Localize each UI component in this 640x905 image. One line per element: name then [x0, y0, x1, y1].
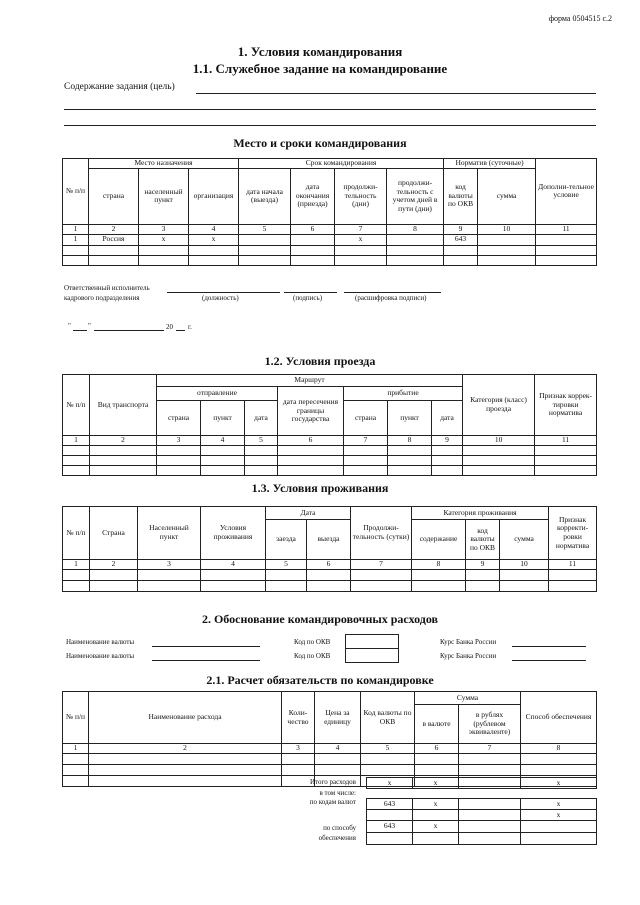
- places-table: [62, 158, 597, 266]
- calc-table: [62, 691, 597, 787]
- index-cell: 5: [266, 560, 307, 570]
- codes-row[interactable]: [367, 810, 597, 821]
- index-cell: 1: [63, 224, 89, 234]
- index-cell: 5: [239, 224, 291, 234]
- travel-table: [62, 374, 597, 476]
- cell[interactable]: [459, 778, 521, 789]
- places-col-country: страна: [89, 168, 139, 224]
- housing-col-country: Страна: [90, 507, 138, 560]
- totals-table: [366, 777, 597, 845]
- calc-col-code: Код валюты по ОКВ: [361, 692, 415, 744]
- places-col-org: организация: [189, 168, 239, 224]
- travel-col-date-arr: дата: [432, 401, 463, 436]
- places-group-period: Срок командирования: [239, 159, 444, 169]
- housing-col-duration: Продолжи-тельность (сутки): [351, 507, 412, 560]
- index-cell: 6: [415, 744, 459, 754]
- calc-index-row: [63, 744, 597, 754]
- index-cell: 7: [344, 436, 388, 446]
- total-row[interactable]: [367, 778, 597, 789]
- cell[interactable]: [387, 234, 444, 245]
- places-col-num: № п/п: [63, 159, 89, 225]
- index-cell: 9: [444, 224, 478, 234]
- housing-col-content: содержание: [412, 520, 466, 560]
- calc-col-name: Наименование расхода: [89, 692, 282, 744]
- decoding-line[interactable]: [344, 292, 441, 293]
- rate-label-2: Курс Банка России: [440, 652, 497, 660]
- housing-col-sign: Признак корректи-ровки норматива: [549, 507, 597, 560]
- signature-line[interactable]: [284, 292, 337, 293]
- housing-col-checkout: выезда: [307, 520, 351, 560]
- cell[interactable]: x: [367, 778, 413, 789]
- index-cell: 3: [157, 436, 201, 446]
- calc-col-method: Способ обеспечения: [521, 692, 597, 744]
- travel-col-num: № п/п: [63, 375, 90, 436]
- index-cell: 9: [466, 560, 500, 570]
- currency-name-field-2[interactable]: [152, 660, 260, 661]
- currency-name-label-1: Наименование валюты: [66, 638, 135, 646]
- cell[interactable]: [239, 234, 291, 245]
- housing-col-checkin: заезда: [266, 520, 307, 560]
- travel-col-country: страна: [157, 401, 201, 436]
- spacer-row: [367, 789, 597, 799]
- table-row[interactable]: [63, 765, 597, 776]
- responsible-label-1: Ответственный исполнитель: [64, 284, 150, 292]
- content-label: Содержание задания (цель): [64, 82, 175, 92]
- okv-field-1[interactable]: [345, 634, 399, 649]
- by-codes-label: по кодам валют: [309, 798, 356, 806]
- content-line-2[interactable]: [64, 109, 596, 110]
- places-col-end: дата окончания (приезда): [291, 168, 335, 224]
- index-cell: 5: [361, 744, 415, 754]
- cell[interactable]: [291, 234, 335, 245]
- index-cell: 11: [536, 224, 597, 234]
- places-col-extra: Дополни-тельное условие: [536, 159, 597, 225]
- housing-col-code: код валюты по ОКВ: [466, 520, 500, 560]
- method-row[interactable]: [367, 833, 597, 845]
- incl-label: в том числе:: [319, 789, 356, 797]
- codes-row[interactable]: [367, 799, 597, 810]
- calc-col-qty: Коли-чество: [282, 692, 315, 744]
- cell[interactable]: [459, 810, 521, 821]
- places-col-sum: сумма: [478, 168, 536, 224]
- index-cell: 8: [387, 224, 444, 234]
- index-cell: 4: [201, 560, 266, 570]
- position-line[interactable]: [167, 292, 280, 293]
- cell[interactable]: 1: [63, 234, 89, 245]
- index-cell: 1: [63, 436, 90, 446]
- table-row[interactable]: [63, 456, 597, 466]
- by-method-label: по способу: [323, 824, 356, 832]
- places-col-currency-code: код валюты по ОКВ: [444, 168, 478, 224]
- travel-title: 1.2. Условия проезда: [264, 354, 376, 368]
- index-cell: 4: [189, 224, 239, 234]
- index-cell: 4: [315, 744, 361, 754]
- travel-col-category: Категория (класс) проезда: [463, 375, 535, 436]
- places-group-norm: Норматив (суточные): [444, 159, 536, 169]
- travel-index-row: [63, 436, 597, 446]
- places-col-duration-road: продолжи-тельность с учетом дней в пути (дни): [387, 168, 444, 224]
- index-cell: 7: [351, 560, 412, 570]
- index-cell: 2: [90, 436, 157, 446]
- housing-col-num: № п/п: [63, 507, 90, 560]
- index-cell: 1: [63, 744, 89, 754]
- position-caption: (должность): [202, 294, 239, 302]
- housing-group-date: Дата: [266, 507, 351, 520]
- section2-title: 2. Обоснование командировочных расходов: [201, 612, 439, 626]
- housing-index-row: [63, 560, 597, 570]
- table-row[interactable]: [63, 581, 597, 592]
- cell[interactable]: [521, 833, 597, 845]
- places-col-locality: населенный пункт: [139, 168, 189, 224]
- okv-field-2[interactable]: [345, 648, 399, 663]
- travel-group-route: Маршрут: [157, 375, 463, 387]
- cell[interactable]: x: [335, 234, 387, 245]
- cell[interactable]: [459, 833, 521, 845]
- housing-title: 1.3. Условия проживания: [251, 481, 389, 495]
- index-cell: 10: [500, 560, 549, 570]
- cell[interactable]: [521, 821, 597, 833]
- currency-name-field-1[interactable]: [152, 646, 260, 647]
- date-year-suffix: г.: [188, 323, 192, 331]
- calc-col-num: № п/п: [63, 692, 89, 744]
- index-cell: 11: [549, 560, 597, 570]
- cell[interactable]: [459, 799, 521, 810]
- places-title: Место и сроки командирования: [233, 136, 407, 150]
- index-cell: 6: [291, 224, 335, 234]
- index-cell: 7: [335, 224, 387, 234]
- index-cell: 5: [245, 436, 278, 446]
- calc-title: 2.1. Расчет обязательств по командировке: [206, 673, 434, 687]
- rate-label-1: Курс Банка России: [440, 638, 497, 646]
- currency-name-label-2: Наименование валюты: [66, 652, 135, 660]
- signature-caption: (подпись): [293, 294, 323, 302]
- date-quote-close: ": [88, 322, 91, 330]
- index-cell: 2: [90, 560, 138, 570]
- travel-col-cross-date: дата пересечения границы государства: [278, 387, 344, 436]
- calc-group-sum: Сумма: [415, 692, 521, 705]
- index-cell: 4: [201, 436, 245, 446]
- form-number: форма 0504515 с.2: [548, 14, 612, 23]
- travel-group-departure: отправление: [157, 387, 278, 401]
- responsible-label-2: кадрового подразделения: [64, 294, 140, 302]
- cell[interactable]: x: [521, 799, 597, 810]
- content-line-1[interactable]: [196, 93, 596, 94]
- cell[interactable]: 643: [444, 234, 478, 245]
- table-row[interactable]: [63, 446, 597, 456]
- rate-field-1[interactable]: [512, 646, 586, 647]
- index-cell: 3: [138, 560, 201, 570]
- cell[interactable]: x: [139, 234, 189, 245]
- section1-subtitle: 1.1. Служебное задание на командирование: [192, 61, 448, 76]
- index-cell: 10: [478, 224, 536, 234]
- table-row[interactable]: [63, 754, 597, 765]
- cell[interactable]: 643: [367, 799, 413, 810]
- cell[interactable]: [413, 810, 459, 821]
- housing-col-sum: сумма: [500, 520, 549, 560]
- content-line-3[interactable]: [64, 125, 596, 126]
- cell[interactable]: x: [413, 799, 459, 810]
- cell[interactable]: x: [413, 821, 459, 833]
- cell[interactable]: x: [413, 778, 459, 789]
- cell[interactable]: [478, 234, 536, 245]
- index-cell: 7: [459, 744, 521, 754]
- index-cell: 2: [89, 744, 282, 754]
- index-cell: 2: [89, 224, 139, 234]
- table-row[interactable]: [63, 234, 597, 245]
- index-cell: 3: [282, 744, 315, 754]
- index-cell: 1: [63, 560, 90, 570]
- travel-col-date: дата: [245, 401, 278, 436]
- travel-group-arrival: прибытие: [344, 387, 463, 401]
- places-col-start: дата начала (выезда): [239, 168, 291, 224]
- housing-group-category: Категория проживания: [412, 507, 549, 520]
- date-year-prefix: 20: [166, 323, 173, 331]
- index-cell: 6: [307, 560, 351, 570]
- calc-col-in-currency: в валюте: [415, 705, 459, 744]
- table-row[interactable]: [63, 466, 597, 476]
- section1-title: 1. Условия командирования: [237, 44, 403, 59]
- rate-field-2[interactable]: [512, 660, 586, 661]
- cell[interactable]: [459, 821, 521, 833]
- cell[interactable]: [367, 833, 413, 845]
- calc-col-price: Цена за единицу: [315, 692, 361, 744]
- index-cell: 9: [432, 436, 463, 446]
- table-row[interactable]: [63, 255, 597, 265]
- cell[interactable]: [367, 810, 413, 821]
- travel-col-point-arr: пункт: [388, 401, 432, 436]
- method-row[interactable]: [367, 821, 597, 833]
- decoding-caption: (расшифровка подписи): [355, 294, 427, 302]
- index-cell: 8: [412, 560, 466, 570]
- cell[interactable]: [413, 833, 459, 845]
- date-year-line[interactable]: [176, 330, 185, 331]
- okv-label-1: Код по ОКВ: [294, 638, 331, 646]
- calc-col-in-rub: в рублях (рублевом эквиваленте): [459, 705, 521, 744]
- housing-table: [62, 506, 597, 592]
- travel-col-country-arr: страна: [344, 401, 388, 436]
- index-cell: 8: [521, 744, 597, 754]
- date-month-line[interactable]: [94, 330, 164, 331]
- cell[interactable]: 643: [367, 821, 413, 833]
- date-quote-open: ": [68, 322, 71, 330]
- places-group-destination: Место назначения: [89, 159, 239, 169]
- index-cell: 11: [535, 436, 597, 446]
- total-label: Итого расходов: [310, 778, 356, 786]
- index-cell: 10: [463, 436, 535, 446]
- index-cell: 8: [388, 436, 432, 446]
- cell[interactable]: Россия: [89, 234, 139, 245]
- cell[interactable]: x: [521, 778, 597, 789]
- cell[interactable]: [536, 234, 597, 245]
- cell[interactable]: x: [521, 810, 597, 821]
- cell[interactable]: x: [189, 234, 239, 245]
- places-index-row: [63, 224, 597, 234]
- travel-col-transport: Вид транспорта: [90, 375, 157, 436]
- travel-col-point: пункт: [201, 401, 245, 436]
- table-row[interactable]: [63, 245, 597, 255]
- by-method-label-2: обеспечения: [318, 834, 356, 842]
- index-cell: 6: [278, 436, 344, 446]
- index-cell: 3: [139, 224, 189, 234]
- housing-col-conditions: Условия проживания: [201, 507, 266, 560]
- table-row[interactable]: [63, 570, 597, 581]
- places-col-duration: продолжи-тельность (дни): [335, 168, 387, 224]
- housing-col-locality: Населенный пункт: [138, 507, 201, 560]
- travel-col-sign: Признак коррек-тировки норматива: [535, 375, 597, 436]
- date-day-line[interactable]: [73, 330, 87, 331]
- okv-label-2: Код по ОКВ: [294, 652, 331, 660]
